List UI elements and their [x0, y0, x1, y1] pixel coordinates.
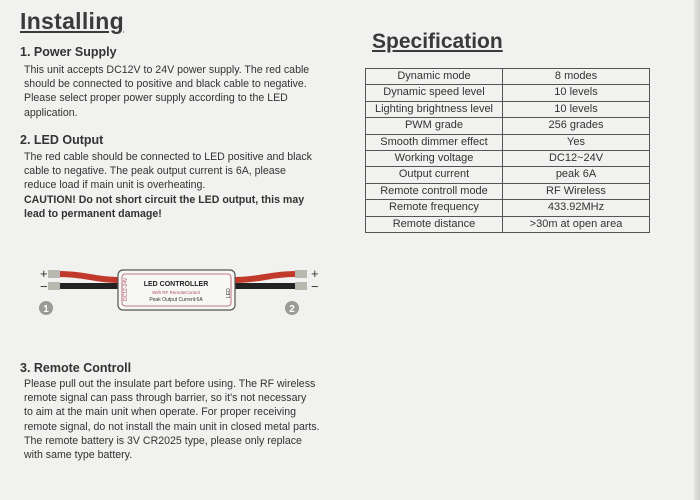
left-plus-sign: +	[40, 266, 48, 281]
remote-line: with same type battery.	[24, 449, 133, 462]
spec-key: Dynamic speed level	[366, 85, 503, 101]
spec-row	[366, 183, 650, 199]
spec-row	[366, 200, 650, 216]
caution-line: lead to permanent damage!	[24, 207, 162, 220]
spec-value: 10 levels	[503, 85, 650, 101]
spec-key: Dynamic mode	[366, 69, 503, 85]
power-supply-text	[24, 63, 342, 120]
spec-row	[366, 101, 650, 117]
spec-key: Smooth dimmer effect	[366, 134, 503, 150]
right-cable	[235, 270, 307, 290]
power-supply-line: application.	[24, 106, 78, 119]
spec-value: 10 levels	[503, 101, 650, 117]
spec-row	[366, 216, 650, 232]
remote-line: remote signal can pass through barrier, so it's not necessary	[24, 392, 307, 405]
spec-value: 256 grades	[503, 118, 650, 134]
spec-value: peak 6A	[503, 167, 650, 183]
installing-title: Installing	[20, 8, 124, 34]
spec-key: Remote controll mode	[366, 183, 503, 199]
spec-value: Yes	[503, 134, 650, 150]
spec-row	[366, 118, 650, 134]
remote-heading: 3. Remote Controll	[20, 361, 132, 375]
remote-line: Please pull out the insulate part before using. The RF wireless	[24, 378, 316, 390]
right-plus-sign: +	[311, 266, 319, 281]
spec-row	[366, 151, 650, 167]
led-output-line: The red cable should be connected to LED positive and black	[24, 151, 312, 163]
specification-table	[365, 68, 650, 233]
power-supply-line: This unit accepts DC12V to 24V power supply. The red cable	[24, 64, 310, 76]
power-supply-heading: 1. Power Supply	[20, 45, 117, 59]
wiring-diagram	[30, 260, 330, 330]
spec-value: RF Wireless	[503, 183, 650, 199]
spec-row	[366, 134, 650, 150]
spec-value: >30m at open area	[503, 216, 650, 232]
led-output-line: cable to negative. The peak output current is 6A, please	[24, 165, 286, 178]
marker-one-label: 1	[43, 304, 49, 315]
controller-input-label: DC12-24V	[123, 277, 129, 301]
led-output-text	[24, 150, 342, 221]
page-edge-shadow	[694, 0, 700, 500]
spec-value: DC12~24V	[503, 151, 650, 167]
right-minus-sign: −	[311, 279, 319, 294]
spec-row	[366, 85, 650, 101]
specification-title: Specification	[372, 30, 503, 53]
spec-key: Remote frequency	[366, 200, 503, 216]
caution-line: CAUTION! Do not short circuit the LED output, this may	[24, 193, 305, 206]
spec-value: 433.92MHz	[503, 200, 650, 216]
spec-row	[366, 69, 650, 85]
spec-key: Output current	[366, 167, 503, 183]
remote-line: to aim at the main unit when operate. For proper receiving	[24, 406, 297, 419]
spec-key: Lighting brightness level	[366, 101, 503, 117]
remote-line: The remote battery is 3V CR2025 type, please only replace	[24, 434, 302, 447]
controller-output-label: LED	[226, 288, 232, 298]
spec-row	[366, 167, 650, 183]
led-output-line: reduce load if main unit is overheating.	[24, 179, 206, 192]
power-supply-line: should be connected to positive and black cable to negative.	[24, 78, 307, 91]
spec-key: PWM grade	[366, 118, 503, 134]
controller-title: LED CONTROLLER	[143, 281, 209, 288]
spec-value: 8 modes	[503, 69, 650, 85]
left-cable	[48, 270, 118, 290]
spec-key: Remote distance	[366, 216, 503, 232]
marker-two-label: 2	[289, 304, 295, 315]
remote-line: remote signal, do not install the main unit in closed metal parts.	[24, 420, 320, 433]
spec-key: Working voltage	[366, 151, 503, 167]
left-minus-sign: −	[40, 279, 48, 294]
controller-peak-label: Peak Output Current:6A	[149, 297, 203, 303]
led-output-heading: 2. LED Output	[20, 133, 104, 147]
remote-text	[24, 377, 354, 462]
power-supply-line: Please select proper power supply according to the LED	[24, 92, 288, 105]
controller-subtitle: With RF RemoteControl	[152, 290, 200, 295]
